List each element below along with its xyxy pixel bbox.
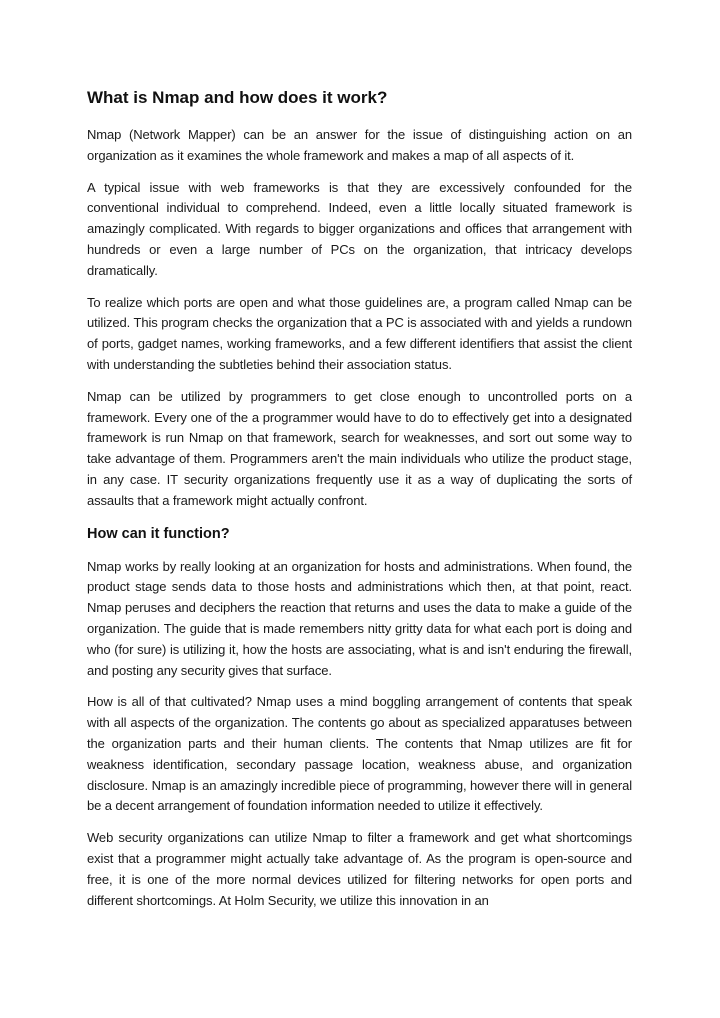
paragraph: Web security organizations can utilize Nmap to filter a framework and get what shortcomings exist that a programmer might actually take advantage of. As the program is open-source and free, it is one of the more normal devices utilized for filtering networks for open ports and different shortcomings. At Holm Security, we utilize this innovation in an	[87, 830, 632, 908]
document-title: What is Nmap and how does it work?	[87, 88, 388, 107]
document-body	[87, 86, 632, 922]
paragraph: Nmap works by really looking at an organization for hosts and administrations. When found, the product stage sends data to those hosts and administrations which then, at that point, react. Nmap peruses and deciphers the reaction that returns and uses the data to make a guide of the organization. The guide that is made remembers nitty gritty data for what each port is doing and who (for sure) is utilizing it, how the hosts are associating, what is and isn't enduring the firewall, and posting any security gives that surface.	[87, 558, 632, 678]
paragraph: How is all of that cultivated? Nmap uses a mind boggling arrangement of contents that speak with all aspects of the organization. The contents go about as specialized apparatuses between the organization parts and their human clients. The contents that Nmap utilizes are fit for weakness identification, secondary passage location, weakness abuse, and organization disclosure. Nmap is an amazingly incredible piece of programming, however there will in general be a decent arrangement of foundation information needed to utilize it effectively.	[87, 694, 632, 814]
paragraph: Nmap (Network Mapper) can be an answer for the issue of distinguishing action on an organization as it examines the whole framework and makes a map of all aspects of it.	[87, 127, 632, 163]
section-heading: How can it function?	[87, 525, 230, 542]
paragraph: Nmap can be utilized by programmers to get close enough to uncontrolled ports on a framework. Every one of the a programmer would have to do to effectively get into a designated framework is run Nmap on that framework, search for weaknesses, and sort out some way to take advantage of them. Programmers aren't the main individuals who utilize the product stage, in any case. IT security organizations frequently use it as a way of duplicating the sorts of assaults that a framework might actually confront.	[87, 388, 632, 508]
paragraph: To realize which ports are open and what those guidelines are, a program called Nmap can be utilized. This program checks the organization that a PC is associated with and yields a rundown of ports, gadget names, working frameworks, and a few different identifiers that assist the client with understanding the subtleties behind their association status.	[87, 294, 632, 372]
paragraph: A typical issue with web frameworks is that they are excessively confounded for the conventional individual to comprehend. Indeed, even a little locally situated framework is amazingly complicated. With regards to bigger organizations and offices that arrangement with hundreds or even a large number of PCs on the organization, that intricacy develops dramatically.	[87, 179, 632, 278]
